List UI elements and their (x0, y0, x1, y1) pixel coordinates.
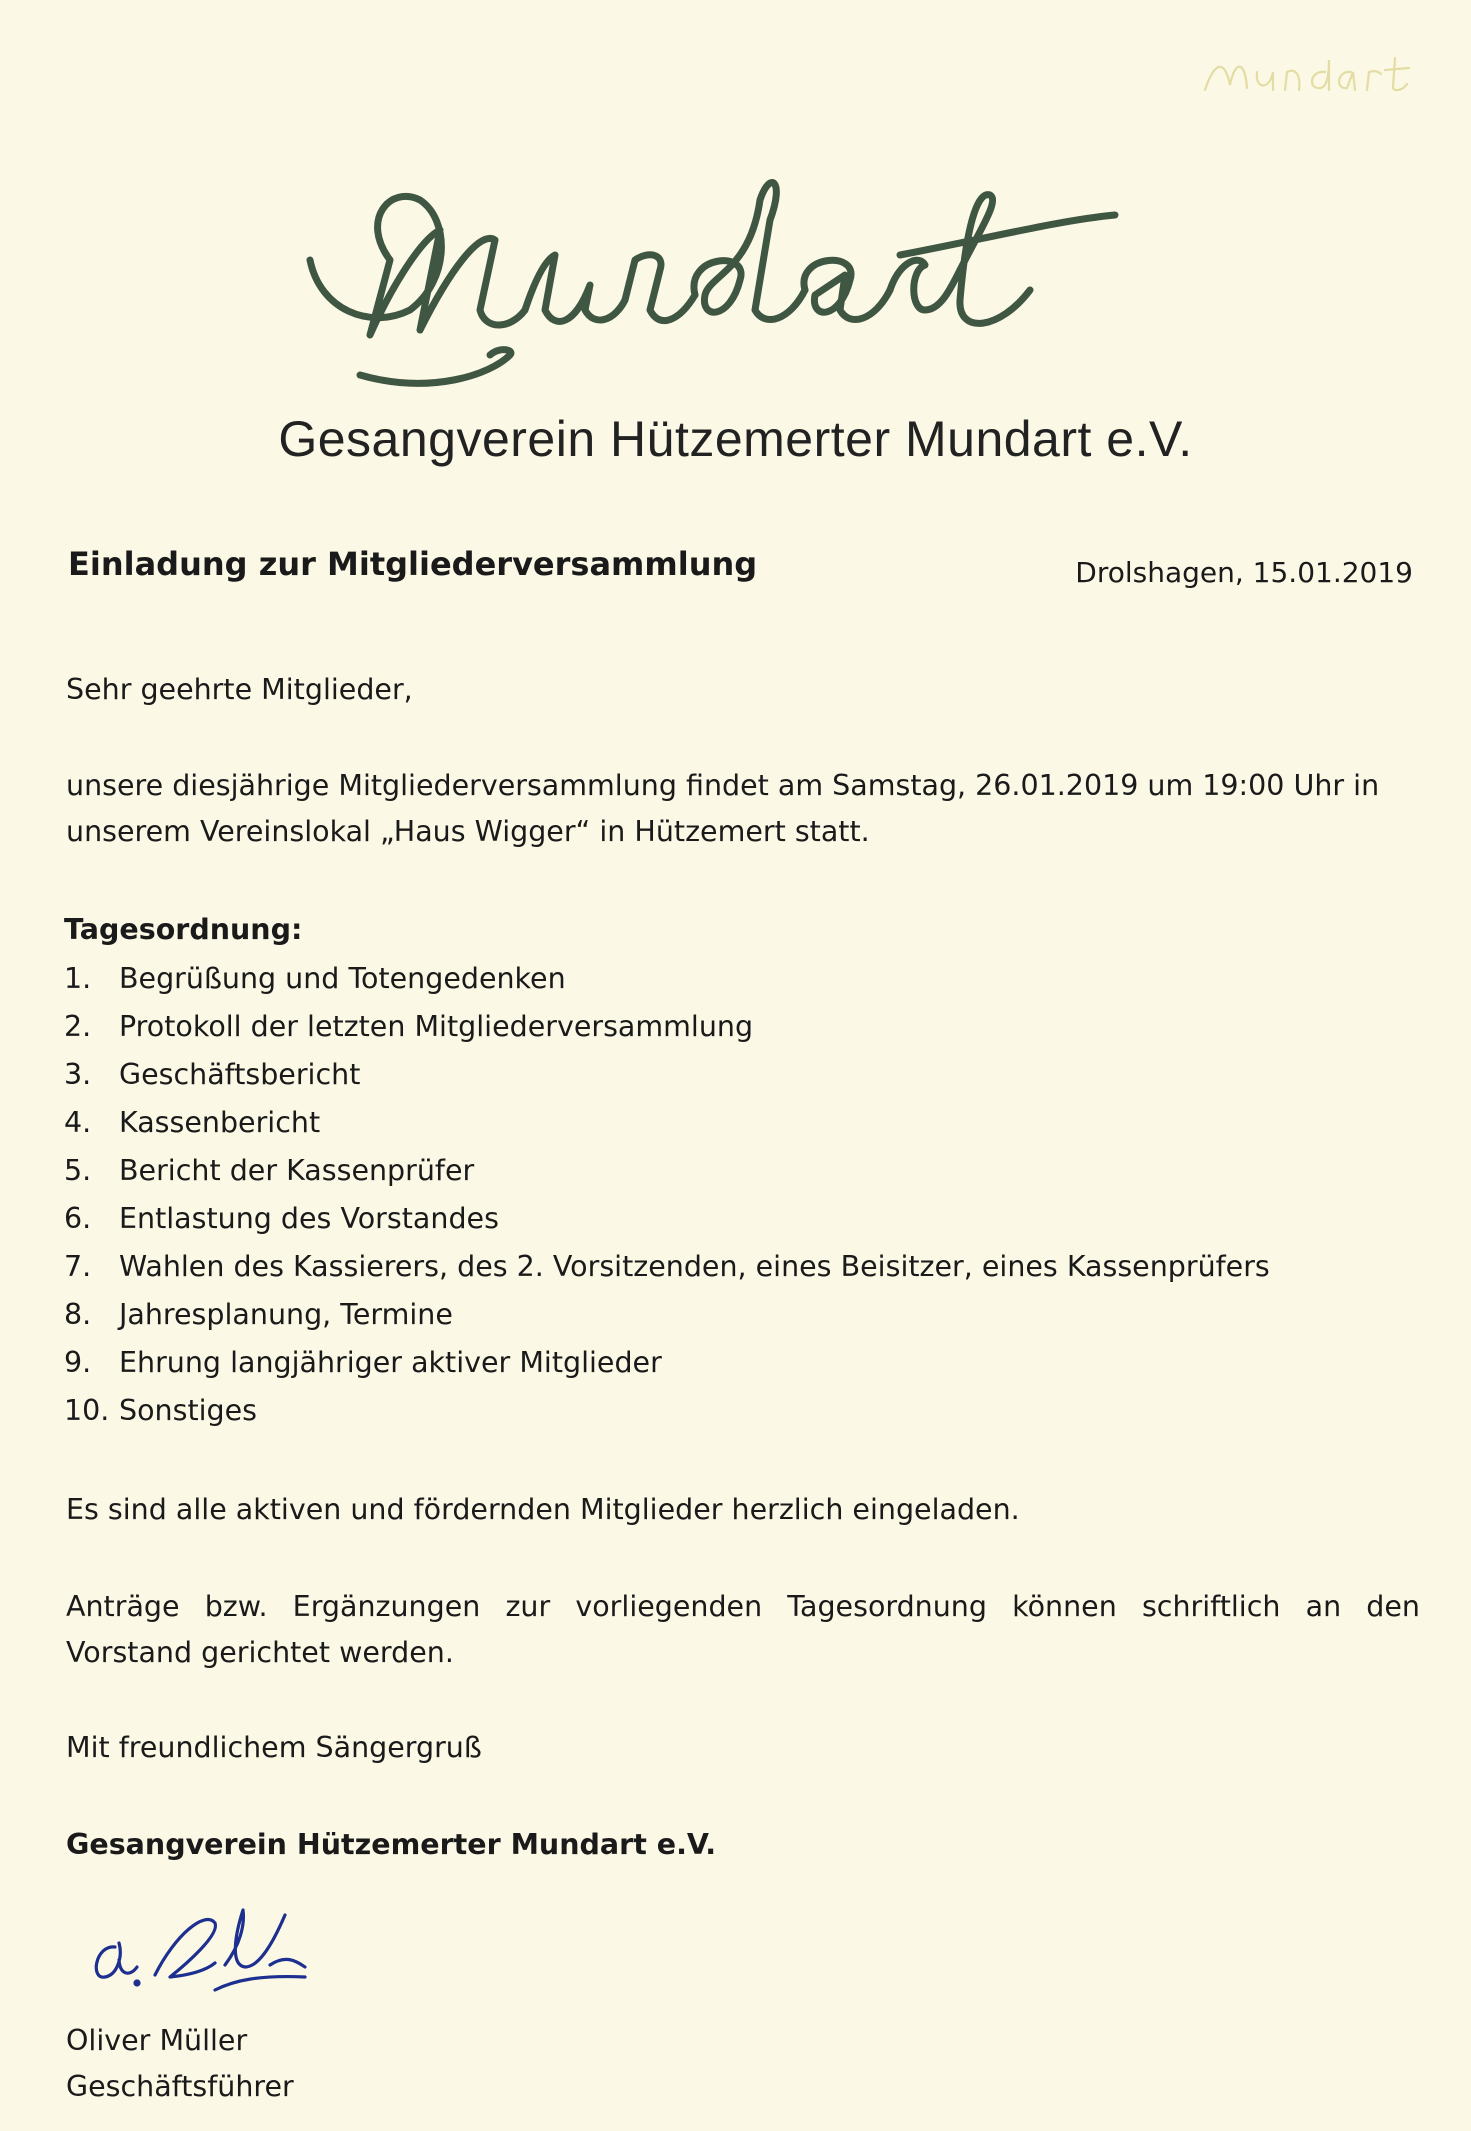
agenda-text: Jahresplanung, Termine (119, 1298, 453, 1331)
agenda-text: Wahlen des Kassierers, des 2. Vorsitzenden, eines Beisitzer, eines Kassenprüfers (119, 1250, 1270, 1283)
agenda-item (64, 1003, 1270, 1051)
agenda-item (64, 1243, 1270, 1291)
agenda-number: 7. (64, 1250, 92, 1283)
sender-organization: Gesangverein Hützemerter Mundart e.V. (66, 1828, 717, 1861)
agenda-list (64, 955, 1270, 1435)
agenda-item (64, 1147, 1270, 1195)
requests-paragraph (66, 1584, 1420, 1676)
agenda-text: Protokoll der letzten Mitgliederversammlung (119, 1010, 754, 1043)
agenda-text: Begrüßung und Totengedenken (119, 962, 566, 995)
agenda-text: Bericht der Kassenprüfer (119, 1154, 475, 1187)
closing: Mit freundlichem Sängergruß (66, 1731, 482, 1764)
mundart-script-logo (300, 160, 1130, 400)
handwritten-signature (75, 1905, 335, 2015)
agenda-item (64, 1291, 1270, 1339)
salutation: Sehr geehrte Mitglieder, (66, 673, 413, 706)
agenda-number: 6. (64, 1202, 92, 1235)
agenda-text: Kassenbericht (119, 1106, 321, 1139)
agenda-number: 1. (64, 962, 92, 995)
agenda-number: 2. (64, 1010, 92, 1043)
agenda-title: Tagesordnung: (64, 913, 303, 946)
agenda-number: 9. (64, 1346, 92, 1379)
place-date: Drolshagen, 15.01.2019 (1075, 556, 1413, 589)
intro-paragraph (66, 763, 1379, 855)
requests-line-1: Anträge bzw. Ergänzungen zur vorliegenden Tagesordnung können schriftlich an den (66, 1590, 1420, 1623)
agenda-item (64, 1099, 1270, 1147)
signer-role: Geschäftsführer (66, 2070, 294, 2103)
invitation-sentence: Es sind alle aktiven und fördernden Mitglieder herzlich eingeladen. (66, 1493, 1020, 1526)
organization-heading: Gesangverein Hützemerter Mundart e.V. (278, 411, 1193, 467)
agenda-item (64, 1339, 1270, 1387)
agenda-text: Geschäftsbericht (119, 1058, 361, 1091)
letter-subject: Einladung zur Mitgliederversammlung (68, 545, 758, 583)
agenda-number: 3. (64, 1058, 92, 1091)
agenda-text: Sonstiges (119, 1394, 258, 1427)
intro-line-1: unsere diesjährige Mitgliederversammlung findet am Samstag, 26.01.2019 um 19:00 Uhr in (66, 769, 1380, 802)
signer-name: Oliver Müller (66, 2024, 248, 2057)
agenda-item (64, 1387, 1270, 1435)
agenda-item (64, 955, 1270, 1003)
agenda-number: 5. (64, 1154, 92, 1187)
agenda-item (64, 1051, 1270, 1099)
agenda-text: Ehrung langjähriger aktiver Mitglieder (119, 1346, 662, 1379)
requests-line-2: Vorstand gerichtet werden. (66, 1636, 454, 1669)
agenda-item (64, 1195, 1270, 1243)
agenda-number: 10. (64, 1394, 110, 1427)
agenda-number: 4. (64, 1106, 92, 1139)
signer-block (66, 2018, 294, 2110)
agenda-number: 8. (64, 1298, 92, 1331)
intro-line-2: unserem Vereinslokal „Haus Wigger“ in Hützemert statt. (66, 815, 870, 848)
agenda-text: Entlastung des Vorstandes (119, 1202, 499, 1235)
watermark-script-logo (1195, 40, 1425, 110)
